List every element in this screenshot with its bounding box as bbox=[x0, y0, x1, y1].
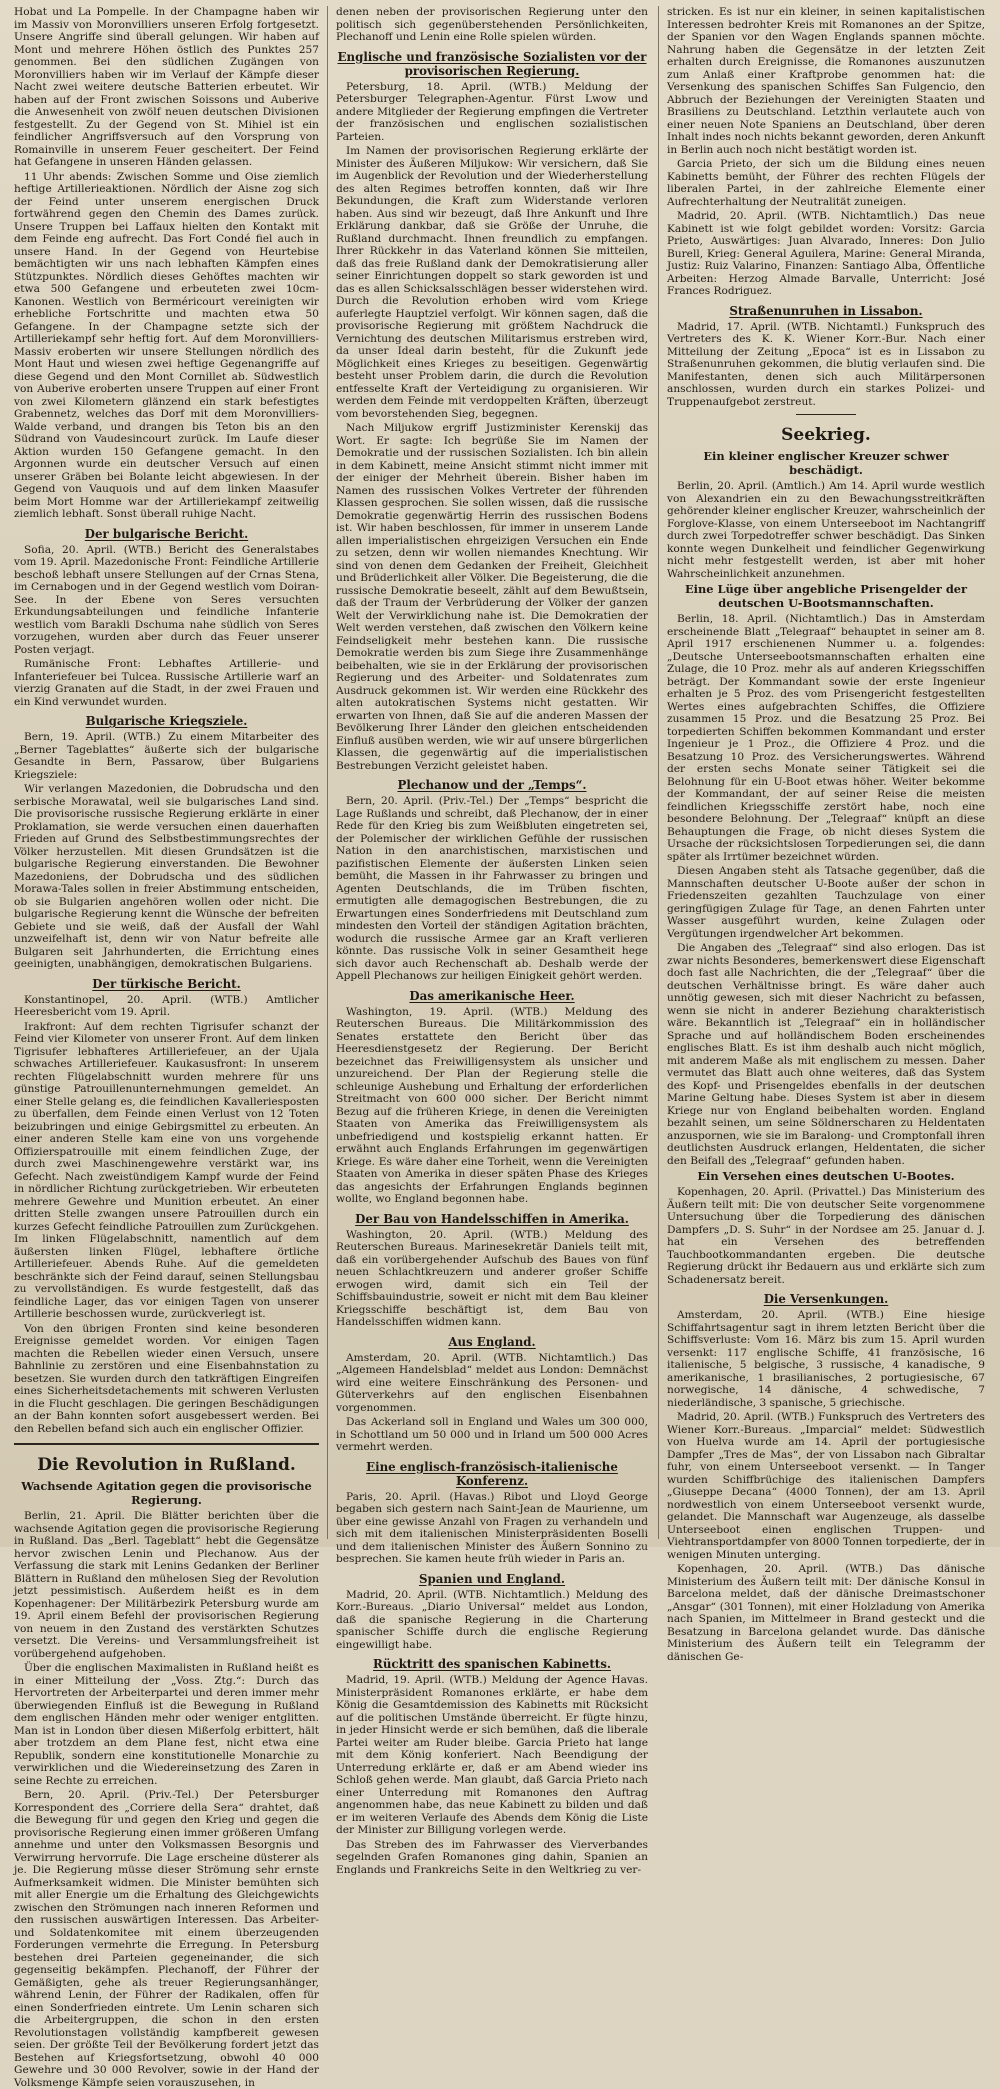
article-paragraph: Berlin, 20. April. (Amtlich.) Am 14. April wurde westlich von Alexandrien ein zu den Bewachungsstreitkräften gehörender kleiner englischer Kreuzer, wahrscheinlich der Forglove-Klasse, von einem Unterseeboot im Nachtangriff durch zwei Torpedotreffer schwer beschädigt. Das Sinken konnte wegen Dunkelheit und feindlicher Gegenwirkung nicht mehr festgestellt werden, ist aber mit hoher Wahrscheinlichkeit anzunehmen. bbox=[667, 480, 985, 580]
column-divider bbox=[658, 6, 659, 1539]
article-paragraph: Rumänische Front: Lebhaftes Artillerie- und Infanteriefeuer bei Tulcea. Russische Artillerie warf an vierzig Granaten auf die Stadt, in der zwei Frauen und ein Kind verwundet wurden. bbox=[14, 658, 319, 708]
headline-merchant-ships: Der Bau von Handelsschiffen in Amerika. bbox=[355, 1211, 629, 1226]
article-paragraph: denen neben der provisorischen Regierung unter den politisch sich gegenüberstehenden Persönlichkeiten, Plechanoff und Lenin eine Rolle spielen würden. bbox=[336, 6, 648, 43]
article-paragraph: Die Angaben des „Telegraaf“ sind also erlogen. Das ist zwar nichts Besonderes, bemerkenswert diese Eigenschaft doch fast alle Nachrichten, die der „Telegraaf“ über die deutschen Verhältnisse bringt. Es wäre daher auch unnötig gewesen, sich mit dieser Nachricht zu befassen, wenn sie nicht in anderer Beziehung charakteristisch wäre. Bekanntlich ist „Telegraaf“ ein in holländischer Sprache und auf holländischem Boden erscheinendes englisches Blatt. Es ist ihm deshalb auch nicht möglich, mit anderem Maße als mit englischem zu messen. Daher vermutet das Blatt auch ohne weiteres, daß das System des Kopf- und Prisengeldes ebenfalls in der deutschen Marine Geltung habe. Dieses System ist aber in diesem Kriege nur von England beibehalten worden. England bezahlt seinen, um seine Söldnerscharen zu Heldentaten anzuspornen, wie sie im Baralong- und Cromptonfall ihren deutlichsten Ausdruck erlangen, Heldentaten, die sicher den Beifall des „Telegraaf“ gefunden haben. bbox=[667, 942, 985, 1167]
headline-turkish-report: Der türkische Bericht. bbox=[92, 976, 241, 991]
column-1 bbox=[14, 6, 319, 2089]
article-paragraph: stricken. Es ist nur ein kleiner, in seinen kapitalistischen Interessen bedrohter Kreis mit Romanones an der Spitze, der Spanien vor den Wagen Englands spannen möchte. Nahrung haben die Gegensätze in der letzten Zeit erhalten durch Ereignisse, die Romanones auszunutzen zum Anlaß einer Kraftprobe genommen hat: die Versenkung des spanischen Schiffes San Fulgencio, den Abbruch der Beziehungen der Vereinigten Staaten und Brasiliens zu Deutschland. Letzthin verlautete auch von einer neuen Note Spaniens an Deutschland, über deren Inhalt indes noch nichts bekannt geworden, deren Ankunft in Berlin auch noch nicht bestätigt worden ist. bbox=[667, 6, 985, 156]
article-paragraph: Das Ackerland soll in England und Wales um 300 000, in Schottland um 50 000 und in Irland um 500 000 Acres vermehrt werden. bbox=[336, 1416, 648, 1453]
article-paragraph: Konstantinopel, 20. April. (WTB.) Amtlicher Heeresbericht vom 19. April. bbox=[14, 993, 319, 1018]
article-paragraph: Kopenhagen, 20. April. (WTB.) Das dänische Ministerium des Äußern teilt mit: Der dänische Konsul in Barcelona meldet, daß der dänische Dreimastschoner „Ansgar“ (301 Tonnen), mit einer Holzladung von Amerika nach Spanien, im Mittelmeer in Brand gesteckt und die Besatzung in Barcelona gelandet wurde. Das dänische Ministerium des Äußern teilt ein Telegramm der dänischen Ge- bbox=[667, 1563, 985, 1663]
article-paragraph: Madrid, 17. April. (WTB. Nichtamtl.) Funkspruch des Vertreters des K. K. Wiener Korr.-Bur. Nach einer Mitteilung der Zeitung „Epoca“ ist es in Lissabon zu Straßenunruhen gekommen, die blutig verlaufen sind. Die Manifestanten, denen sich auch Militärpersonen anschlossen, wurden durch ein starkes Polizei- und Truppenaufgebot zerstreut. bbox=[667, 320, 985, 408]
article-paragraph: Das Streben des im Fahrwasser des Vierverbandes segelnden Grafen Romanones ging dahin, Spanien an Englands und Frankreichs Seite in den Weltkrieg zu ver- bbox=[336, 1838, 648, 1876]
article-paragraph: Kopenhagen, 20. April. (Privattel.) Das Ministerium des Äußern teilt mit: Die von deutscher Seite vorgenommene Untersuchung über die Torpedierung des dänischen Dampfers „D. S. Suhr“ in der Nordsee am 25. Januar d. J. hat ein Versehen des betreffenden Tauchbootkommandanten ergeben. Die deutsche Regierung drückt ihr Bedauern aus und erklärte sich zum Schadenersatz bereit. bbox=[667, 1186, 985, 1286]
headline-uboat-mistake: Ein Versehen eines deutschen U-Bootes. bbox=[697, 1169, 955, 1183]
article-paragraph: Amsterdam, 20. April. (WTB.) Eine hiesige Schiffahrtsagentur sagt in ihrem letzten Bericht über die Schiffsverluste: Vom 16. März bis zum 15. April wurden versenkt: 117 englische Schiffe, 41 französische, 16 italienische, 5 belgische, 3 russische, 4 kanadische, 9 amerikanische, 1 brasilianisches, 2 portugiesische, 67 norwegische, 14 dänische, 4 schwedische, 7 niederländische, 3 spanische, 5 griechische. bbox=[667, 1309, 985, 1409]
headline-naval-war: Seekrieg. bbox=[781, 425, 871, 445]
article-paragraph: Irakfront: Auf dem rechten Tigrisufer schanzt der Feind vier Kilometer von unserer Front. Auf dem linken Tigrisufer lebhafteres Artilleriefeuer, an der Ujala schwaches Artilleriefeuer. Kaukasusfront: In unserem rechten Flügelabschnitt wurden mehrere für uns günstige Patrouillenunternehmungen gemeldet. An einer Stelle gelang es, die feindlichen Kavalleriesposten zu überfallen, dem Feinde einen Verlust von 12 Toten beizubringen und einige Gebirgsmittel zu erbeuten. An einer anderen Stelle kam eine von uns vorgehende Offizierspatrouille mit einem feindlichen Zuge, der durch zwei Maschinengewehre verstärkt war, ins Gefecht. Nach zweistündigem Kampf wurde der Feind in nördlicher Richtung zurückgetrieben. Wir erbeuteten mehrere Gewehre und Munition erbeutet. An einer dritten Stelle zwangen unsere Patrouillen durch ein kurzes Gefecht feindliche Patrouillen zum Zurückgehen. Im linken Flügelabschnitt, namentlich auf dem äußersten linken Flügel, lebhaftere örtliche Artilleriefeuer. Abends Ruhe. Auf die gemeldeten beschränkte sich der Feind darauf, seinen Stellungsbau zu vervollständigen. Es wurde festgestellt, daß das feindliche Lager, das vor einigen Tagen von unserer Artillerie beschossen wurde, zurückverlegt ist. bbox=[14, 1020, 319, 1320]
headline-bulgarian-report: Der bulgarische Bericht. bbox=[84, 526, 249, 541]
column-2 bbox=[336, 6, 648, 1876]
headline-conference: Eine englisch-französisch-italienische Konferenz. bbox=[366, 1459, 618, 1488]
article-paragraph: Sofia, 20. April. (WTB.) Bericht des Generalstabes vom 19. April. Mazedonische Front: Feindliche Artillerie beschoß lebhaft unsere Stellungen auf der Crnas Stena, im Cernabogen und in der Gegend westlich vom Doiran-See. In der Ebene von Seres versuchten Erkundungsabteilungen und feindliche Infanterie westlich vom Barakli Dschuma nahe südlich von Seres vorzugehen, wurden aber durch das Feuer unserer Posten verjagt. bbox=[14, 543, 319, 656]
article-paragraph: Washington, 19. April. (WTB.) Meldung des Reuterschen Bureaus. Die Militärkommission des Senates erstattete den Bericht über das Heeresdienstgesetz der Regierung. Der Bericht bezeichnet das Freiwilligensystem als unsicher und unzureichend. Der Plan der Regierung stelle die schleunige Aushebung und Erhaltung der erforderlichen Streitmacht von 600 000 sicher. Der Bericht nimmt Bezug auf die früheren Kriege, in denen die Vereinigten Staaten von Amerika das Freiwilligensystem als unbefriedigend und kostspielig erkannt hatten. Er erwähnt auch Englands Erfahrungen im gegenwärtigen Kriege. Es wäre daher eine Torheit, wenn die Vereinigten Staaten von Amerika in dieser späten Phase des Krieges das angesichts der Erfahrungen Englands beginnen wollte, wo England begonnen habe. bbox=[336, 1005, 648, 1205]
article-paragraph: Madrid, 20. April. (WTB. Nichtamtlich.) Das neue Kabinett ist wie folgt gebildet worden: Vorsitz: Garcia Prieto, Auswärtiges: Juan Alvarado, Inneres: Don Julio Burell, Krieg: General Aguilera, Marine: General Miranda, Justiz: Ruiz Valarino, Finanzen: Santiago Alba, Öffentliche Arbeiten: Herzog Almade Barvalle, Unterricht: José Frances Rodriguez. bbox=[667, 210, 985, 297]
section-divider bbox=[796, 414, 856, 415]
headline-american-army: Das amerikanische Heer. bbox=[409, 988, 575, 1003]
article-paragraph: 11 Uhr abends: Zwischen Somme und Oise ziemlich heftige Artillerieaktionen. Nördlich der Aisne zog sich der Feind unter unserem energischen Druck fortwährend gegen den Chemin des Dames zurück. Unsere Truppen bei Laffaux hielten den Kontakt mit dem Feinde eng aufrecht. Das Fort Condé fiel auch in unsere Hand. In der Gegend von Heurtebise bemächtigten wir uns nach lebhaften Kämpfen eines Stützpunktes. Nördlich dieses Gehöftes machten wir etwa 500 Gefangene und erbeuteten zwei 10cm-Kanonen. Westlich von Berméricourt vereinigten wir erhebliche Fortschritte und machten etwa 50 Gefangene. In der Champagne setzte sich der Artilleriekampf sehr heftig fort. Auf dem Moronvilliers-Massiv eroberten wir unsere Stellungen nördlich des Mont Haut und wiesen zwei heftige Gegenangriffe auf diese Gegend und den Mont Cornillet ab. Südwestlich von Auberive eroberten unsere Truppen auf einer Front von zwei Kilometern glänzend ein stark befestigtes Grabennetz, welches das Dorf mit dem Moronvilliers-Walde verband, und drangen bis Teton bis an den Südrand von Vaudesincourt zurück. Im Laufe dieser Aktion wurden 150 Gefangene gemacht. In den Argonnen wurde ein deutscher Versuch auf einen unserer Gräben bei Bolante leicht abgewiesen. In der Gegend von Vauquois und auf dem linken Maasufer beim Mort Homme war der Artilleriekampf zeitweilig ziemlich lebhaft. Sonst überall ruhige Nacht. bbox=[14, 170, 319, 520]
headline-revolution-russia: Die Revolution in Rußland. bbox=[37, 1455, 296, 1475]
article-paragraph: Hobat und La Pompelle. In der Champagne haben wir im Massiv von Moronvilliers unseren Erfolg fortgesetzt. Unsere Angriffe sind überall gelungen. Wir haben auf Mont und mehrere Höhen östlich des Punktes 257 genommen. Bei den südlichen Zugängen von Moronvilliers haben wir im Verlauf der Kämpfe dieser Nacht zwei weitere deutsche Batterien erbeutet. Wir haben auf der Front zwischen Soissons und Auberive die Anwesenheit von zwölf neuen deutschen Divisionen festgestellt. Zu der Gegend von St. Mihiel ist ein feindlicher Angriffsversuch auf den Vorsprung von Romainville in unserem Feuer gescheitert. Der Feind hat Gefangene in unseren Händen gelassen. bbox=[14, 6, 319, 168]
article-paragraph: Washington, 20. April. (WTB.) Meldung des Reuterschen Bureaus. Marinesekretär Daniels teilt mit, daß ein vorübergehender Aufschub des Baues von fünf neuen Schlachtkreuzern und anderer großer Schiffe erwogen wird, damit sich ein Teil der Schiffsbauindustrie, soweit er nicht mit dem Bau kleiner Kriegsschiffe beschäftigt ist, dem Bau von Handelsschiffen widmen kann. bbox=[336, 1228, 648, 1328]
article-paragraph: Madrid, 20. April. (WTB.) Funkspruch des Vertreters des Wiener Korr.-Bureaus. „Imparcial“ meldet: Südwestlich von Huelva wurde am 14. April der portugiesische Dampfer „Tres de Mas“, der von Lissabon nach Gibraltar fuhr, von einem Unterseeboot versenkt. — In Tanger wurden Schiffbrüchige des italienischen Dampfers „Giuseppe Decana“ (4000 Tonnen), der am 13. April nordwestlich von einem Unterseeboot versenkt wurde, gelandet. Die Mannschaft war Augenzeuge, als dasselbe Unterseeboot einen englischen Truppen- und Viehtransportdampfer von 8000 Tonnen torpedierte, der in wenigen Minuten unterging. bbox=[667, 1411, 985, 1561]
article-paragraph: Paris, 20. April. (Havas.) Ribot und Lloyd George begaben sich gestern nach Saint-Jean de Maurienne, um über eine gewisse Anzahl von Fragen zu verhandeln und sich mit dem italienischen Ministerpräsidenten Boselli und dem italienischen Minister des Äußern Sonnino zu besprechen. Sie kamen heute früh wieder in Paris an. bbox=[336, 1490, 648, 1565]
column-3 bbox=[667, 6, 985, 1663]
headline-spain-england: Spanien und England. bbox=[418, 1571, 566, 1586]
article-paragraph: Diesen Angaben steht als Tatsache gegenüber, daß die Mannschaften deutscher U-Boote außer der schon in Friedenszeiten gezahlten Tauchzulage von einer geringfügigen Zulage für Tage, an denen Fahrten unter Wasser ausgeführt wurden, keine Zulagen oder Vergütungen irgendwelcher Art bekommen. bbox=[667, 865, 985, 940]
article-paragraph: Über die englischen Maximalisten in Rußland heißt es in einer Mitteilung der „Voss. Ztg.“: Durch das Hervortreten der Arbeiterpartei und deren immer mehr überwiegenden Einfluß ist die Bewegung in Rußland dem englischen Händen mehr oder weniger entglitten. Man ist in London über diesen Mißerfolg erbittert, hält aber trotzdem an dem Plane fest, nicht etwa eine Republik, sondern eine konstitutionelle Monarchie zu verwirklichen und die Wiedereinsetzung des Zaren in seine Rechte zu erreichen. bbox=[14, 1662, 319, 1787]
article-paragraph: Petersburg, 18. April. (WTB.) Meldung der Petersburger Telegraphen-Agentur. Fürst Lwow und andere Mitglieder der Regierung empfingen die Vertreter der französischen und englischen sozialistischen Parteien. bbox=[336, 80, 648, 143]
subheadline-agitation: Wachsende Agitation gegen die provisorische Regierung. bbox=[21, 1479, 312, 1507]
column-divider bbox=[327, 6, 328, 1539]
article-paragraph: Von den übrigen Fronten sind keine besonderen Ereignisse gemeldet worden. Vor einigen Tagen machten die Rebellen wieder einen Versuch, unsere Bahnlinie zu zerstören und eine Eisenbahnstation zu besetzen. Sie wurden durch den tatkräftigen Eingreifen eines Sicherheitsdetachements mit schweren Verlusten in die Flucht geschlagen. Die geringen Beschädigungen an der Bahn konnten sofort ausgebessert werden. Bei den Rebellen befand sich auch ein englischer Offizier. bbox=[14, 1322, 319, 1435]
headline-bulgarian-war-aims: Bulgarische Kriegsziele. bbox=[85, 714, 248, 728]
article-paragraph: Bern, 20. April. (Priv.-Tel.) Der Petersburger Korrespondent des „Corriere della Sera“ drahtet, daß die Bewegung für und gegen den Krieg und gegen die provisorische Regierung einen immer größeren Umfang annehme und unter den Volksmassen Besorgnis und Verwirrung hervorrufe. Die Lage erscheine düsterer als je. Die Regierung müsse dieser Strömung sehr ernste Aufmerksamkeit widmen. Die Minister bemühten sich mit aller Energie um die Erhaltung des Gleichgewichts zwischen den Strömungen nach inneren Reformen und den russischen auswärtigen Interessen. Das Arbeiter- und Soldatenkomitee mit einem überzeugenden Forderungen vermehrte die Erregung. In Petersburg bestehen drei Parteien gegeneinander, die sich gegenseitig bekämpfen. Plechanoff, der Führer der Gemäßigten, gehe als treuer Regierungsanhänger, während Lenin, der Führer der Radikalen, offen für einen Sonderfrieden eintrete. Um Lenin scharen sich die Arbeitergruppen, die schon in den ersten Revolutionstagen vollständig kampfbereit gewesen seien. Der größte Teil der Bevölkerung fordert jetzt das Bestehen auf Kriegsfortsetzung, obwohl 40 000 Gewehre und 30 000 Revolver, sowie in der Hand der Volksmenge Kämpfe seien vorauszusehen, in bbox=[14, 1789, 319, 2089]
headline-plechanow-temps: Plechanow und der „Temps“. bbox=[397, 778, 587, 792]
headline-sinkings: Die Versenkungen. bbox=[763, 1292, 889, 1306]
article-paragraph: Madrid, 20. April. (WTB. Nichtamtlich.) Meldung des Korr.-Bureaus. „Diario Universal“ meldet aus London, daß die spanische Regierung in die Charterung spanischer Schiffe durch die englische Regierung eingewilligt habe. bbox=[336, 1588, 648, 1651]
article-paragraph: Berlin, 18. April. (Nichtamtlich.) Das in Amsterdam erscheinende Blatt „Telegraaf“ behauptet in seiner am 8. April 1917 erschienenen Nummer u. a. folgendes: „Deutsche Unterseebootsmannschaften erhalten eine Zulage, die 10 Proz. mehr als auf anderen Kriegsschiffen beträgt. Der Kommandant sowie der erste Ingenieur erhalten je 5 Proz. des vom Prisengericht festgestellten Wertes eines aufgebrachten Schiffes, die Offiziere zusammen 15 Proz. und die Besatzung 25 Proz. Bei torpedierten Schiffen bekommen Kommandant und erster Ingenieur je 1 Proz., die Offiziere 4 Proz. und die Besatzung 10 Proz. des Versicherungswertes. Während der ersten sechs Monate seiner Tätigkeit sei die Belohnung für ein U-Boot etwas höher. Weiter bekomme der Kommandant, der auf seiner Reise die meisten feindlichen Kriegsschiffe zerstört habe, noch eine besondere Belohnung. Der „Telegraaf“ knüpft an diese Behauptungen die Frage, ob nicht dieses System die Ursache der rücksichtslosen Torpedierungen sei, die dann später als Irrtümer bezeichnet würden. bbox=[667, 613, 985, 863]
headline-lisbon-riots: Straßenunruhen in Lissabon. bbox=[729, 303, 923, 318]
section-divider bbox=[14, 1443, 319, 1445]
article-paragraph: Berlin, 21. April. Die Blätter berichten über die wachsende Agitation gegen die provisorische Regierung in Rußland. Das „Berl. Tageblatt“ hebt die Gegensätze hervor zwischen Lenin und Plechanow. Aus der Verfassung die stark mit Lenins Gedanken der Berliner Blättern in Rußland den mühelosen Sieg der Revolution jetzt pessimistisch. Außerdem heißt es in dem Kopenhagener: Der Militärbezirk Petersburg wurde am 19. April einem Befehl der provisorischen Regierung von neuem in den Zustand des verstärkten Schutzes versetzt. Die Vereins- und Versammlungsfreiheit ist vorübergehend aufgehoben. bbox=[14, 1510, 319, 1660]
article-paragraph: Garcia Prieto, der sich um die Bildung eines neuen Kabinetts bemüht, der Führer des rechten Flügels der liberalen Partei, in der zahlreiche Elemente einer Aufrechterhaltung der Neutralität zuneigen. bbox=[667, 158, 985, 208]
article-paragraph: Im Namen der provisorischen Regierung erklärte der Minister des Äußeren Miljukow: Wir versichern, daß Sie im Augenblick der Revolution und der Wiederherstellung des alten Regimes betroffen konnten, daß wir Ihre Bekundungen, die Kraft zum Widerstande verloren haben. Aus sind wir bezeugt, daß Ihre Ankunft und Ihre Erklärung dankbar, daß sie Größe der Unruhe, die Rußland durchmacht. Ihnen freundlich zu empfangen. Ihrer Rückkehr in das Vaterland können Sie mitteilen, daß das freie Rußland dank der Demokratisierung aller seiner Einrichtungen doppelt so stark geworden ist und das es allen Schicksalsschlägen besser widerstehen wird. Durch die Revolution erhoben wird vom Kriege auferlegte Hauptziel verfolgt. Wir können sagen, daß die provisorische Regierung mit größtem Nachdruck die Vernichtung des deutschen Militarismus erstreben wird, da unser Ideal darin besteht, für die Zukunft jede Möglichkeit eines Krieges zu beseitigen. Gegenwärtig besteht unser Problem darin, die durch die Revolution entfesselte Kraft der Verteidigung zu organisieren. Wir werden dem Feinde mit verdoppelten Kräften, überzeugt vom bevorstehenden Sieg, begegnen. bbox=[336, 145, 648, 420]
article-paragraph: Amsterdam, 20. April. (WTB. Nichtamtlich.) Das „Algemeen Handelsblad“ meldet aus London: Demnächst wird eine weitere Einschränkung des Personen- und Güterverkehrs auf den englischen Eisenbahnen vorgenommen. bbox=[336, 1351, 648, 1414]
article-paragraph: Wir verlangen Mazedonien, die Dobrudscha und den serbische Morawatal, weil sie bulgarisches Land sind. Die provisorische russische Regierung erklärte in einer Proklamation, sie werde versuchen einen dauerhaften Frieden auf Grund des Selbstbestimmungsrechtes der Völker herzustellen. Mit diesen Grundsätzen ist die bulgarische Regierung einverstanden. Die Bewohner Mazedoniens, der Dobrudscha und des südlichen Morawa-Tales sollen in freier Abstimmung entscheiden, ob sie Bulgarien angehören wollen oder nicht. Die bulgarische Regierung kennt die Wünsche der befreiten Gebiete und sie weiß, daß der Ausfall der Wahl unzweifelhaft ist, denn wir von Natur befreite alle Bulgaren seit Jahrhunderten, die Errichtung eines geeinigten, unabhängigen, demokratischen Bulgariens. bbox=[14, 783, 319, 970]
article-paragraph: Nach Miljukow ergriff Justizminister Kerenskij das Wort. Er sagte: Ich begrüße Sie im Namen der Demokratie und der russischen Sozialisten. Ich bin allein in dem Kabinett, meine Ansicht stimmt nicht immer mit der einiger der Mehrheit überein. Bisher haben im Namen des russischen Volkes Vertreter der führenden Klassen gesprochen. Sie sollen wissen, daß die russische Demokratie gegenwärtig Herrin des russischen Bodens ist. Wir haben beschlossen, für immer in unserem Lande allen imperialistischen ehrgeizigen Versuchen ein Ende zu setzen, denn wir wollen niemandes Knechtung. Wir sind von denen dem Gedanken der Freiheit, Gleichheit und Brüderlichkeit aller Völker. Die Begeisterung, die die russische Demokratie beseelt, zählt auf dem Bewußtsein, daß der Traum der Verbrüderung der Völker der ganzen Welt der Verwirklichung nahe ist. Die Demokratien der Welt werden verstehen, daß zwischen den Völkern keine Feindseligkeit mehr bestehen kann. Die russische Demokratie werden bis zum Siege ihre Zusammenhänge beibehalten, wie sie in der Erklärung der provisorischen Regierung und des Arbeiter- und Soldatenrates zum Ausdruck gekommen ist. Wir werden eine Rückkehr des alten autokratischen Systems nicht gestatten. Wir erwarten von Ihnen, daß Sie auf die anderen Massen der Bevölkerung Ihrer Länder den gleichen entscheidenden Einfluß ausüben werden, wie wir auf unsere bürgerlichen Klassen, die gegenwärtig auf die imperialistischen Bestrebungen Verzicht geleistet haben. bbox=[336, 422, 648, 772]
article-paragraph: Bern, 19. April. (WTB.) Zu einem Mitarbeiter des „Berner Tageblattes“ äußerte sich der bulgarische Gesandte in Bern, Passarow, über Bulgariens Kriegsziele: bbox=[14, 731, 319, 781]
headline-cabinet-resignation: Rücktritt des spanischen Kabinetts. bbox=[373, 1657, 611, 1671]
headline-from-england: Aus England. bbox=[448, 1334, 536, 1349]
subheadline-cruiser: Ein kleiner englischer Kreuzer schwer beschädigt. bbox=[703, 449, 949, 477]
headline-prize-money-lie: Eine Lüge über angebliche Prisengelder der deutschen U-Bootsmannschaften. bbox=[684, 582, 968, 610]
article-paragraph: Madrid, 19. April. (WTB.) Meldung der Agence Havas. Ministerpräsident Romanones erklärte, er habe dem König die Gesamtdemission des Kabinetts mit Rücksicht auf die politischen Umstände überreicht. Er fügte hinzu, in jeder Hinsicht werde er sich bemühen, daß die liberale Partei weiter am Ruder bleibe. Garcia Prieto hat lange mit dem König konferiert. Nach Beendigung der Unterredung erklärte er, daß er am Abend wieder ins Schloß gehen werde. Man glaubt, daß Garcia Prieto nach einer Unterredung mit Romanones den Auftrag angenommen habe, das neue Kabinett zu bilden und daß er im weiteren Verlaufe des Abends dem König die Liste der Minister zur Billigung vorlegen werde. bbox=[336, 1674, 648, 1836]
headline-socialists: Englische und französische Sozialisten vor der provisorischen Regierung. bbox=[337, 49, 647, 78]
article-paragraph: Bern, 20. April. (Priv.-Tel.) Der „Temps“ bespricht die Lage Rußlands und schreibt, daß Plechanow, der in einer Rede für den Krieg bis zum Weißbluten eingetreten sei, der Polemischer der wirklichen Gefühle der russischen Nation in den anarchistischen, marxistischen und pazifistischen Elemente der äußersten Linken seien bemüht, die Massen in ihr Fahrwasser zu bringen und Agenten Deutschlands, die im Trüben fischten, ermutigten alle demagogischen Bestrebungen, die zu Erwartungen eines Sonderfriedens mit Deutschland zum mindesten den Vorteil der ständigen Agitation brächten, wodurch die russische Armee gar an Kraft verlieren könnte. Das russische Volk in seiner Gesamtheit hege sich davor auch Rechenschaft ab. Deshalb werde der Appell Plechanows zur heiligen Einigkeit gehört werden. bbox=[336, 795, 648, 982]
